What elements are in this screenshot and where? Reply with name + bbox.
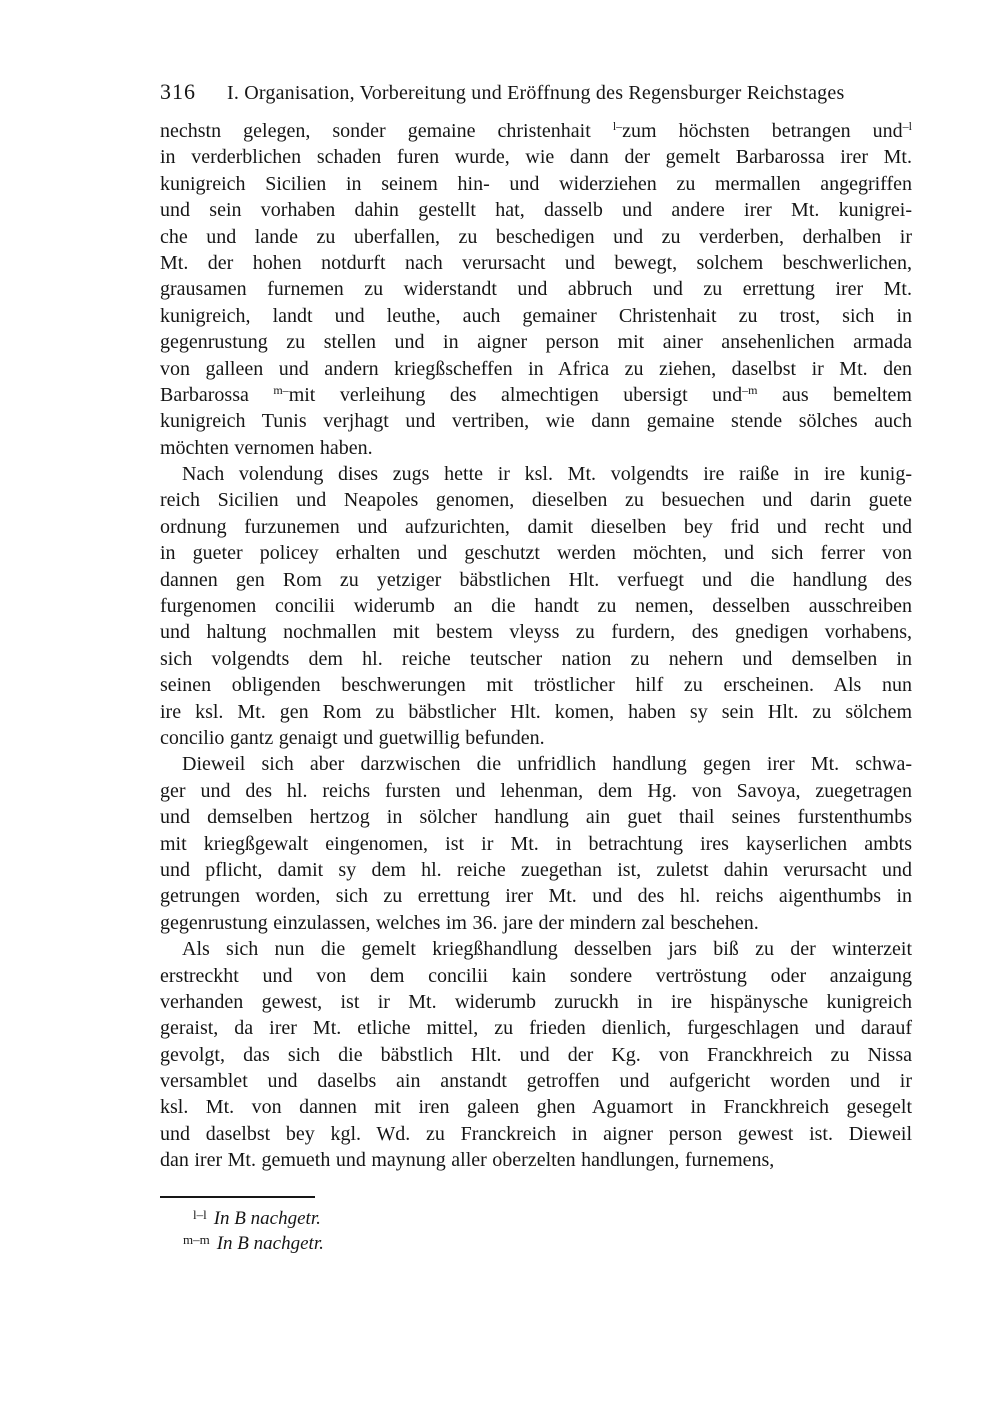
- text-line: erstreckht und von dem concilii kain sondere vertröstung oder anzaigung: [160, 964, 912, 987]
- text-line: Als sich nun die gemelt kriegßhandlung desselben jars biß zu der winterzeit: [182, 938, 912, 961]
- footnote-list: [160, 1206, 912, 1256]
- text-line: Barbarossa $^{m-}$mit verleihung des almechtigen ubersigt und$^{-m}$ aus bemeltem: [160, 382, 912, 406]
- text-line: geraist, da irer Mt. etliche mittel, zu frieden dienlich, furgeschlagen und darauf: [160, 1017, 912, 1040]
- text-line: von galleen und andern kriegßscheffen in Africa zu ziehen, daselbst ir Mt. den: [160, 357, 912, 380]
- text-line: ger und des hl. reichs fursten und lehenman, dem Hg. von Savoya, zuegetragen: [160, 779, 912, 802]
- text-line: getrungen worden, sich zu errettung irer Mt. und des hl. reichs aigenthumbs in: [160, 885, 912, 908]
- text-line: und sein vorhaben dahin gestellt hat, dasselb und andere irer Mt. kunigrei-: [160, 199, 912, 222]
- text-line: kunigreich, landt und leuthe, auch gemainer Christenhait zu trost, sich in: [160, 304, 912, 327]
- page-number: 316: [160, 79, 196, 104]
- text-line: Nach volendung dises zugs hette ir ksl. Mt. volgendts ire raiße in ire kunig-: [182, 463, 912, 486]
- text-line: nechstn gelegen, sonder gemaine christenhait $^{l-}$zum höchsten betrangen und$^{-l}$: [160, 119, 912, 142]
- text-line: und haltung nochmallen mit bestem vleyss zu furdern, des gnedigen vorhabens,: [160, 621, 912, 644]
- footnote-separator: [160, 1196, 315, 1198]
- footnote-marker: l–l: [193, 1207, 207, 1222]
- footnote-section: [160, 1196, 912, 1256]
- body-text: [160, 118, 912, 1174]
- text-line: concilio gantz genaigt und guetwillig befunden.: [160, 726, 545, 749]
- text-line: gegenrustung zu stellen und in aigner person mit ainer ansehenlichen armada: [160, 331, 912, 354]
- paragraph: [160, 461, 912, 751]
- text-line: dan irer Mt. gemueth und maynung aller oberzelten handlungen, furnemens,: [160, 1149, 775, 1172]
- annotation-marker: l–: [612, 119, 623, 133]
- text-line: reich Sicilien und Neapoles genomen, dieselben zu besuechen und darin guete: [160, 489, 912, 512]
- text-line: kunigreich Tunis verjhagt und vertriben, wie dann gemaine stende sölches auch: [160, 410, 912, 433]
- footnote-marker: m–m: [183, 1232, 210, 1247]
- text-line: in gueter policey erhalten und geschutzt werden möchten, und sich ferrer von: [160, 542, 912, 565]
- text-line: dannen gen Rom zu yetziger bäbstlichen Hlt. verfuegt und die handlung des: [160, 568, 912, 591]
- footnote: [160, 1231, 912, 1256]
- annotation-marker: m–: [273, 382, 289, 397]
- text-line: versamblet und daselbs ain anstandt getroffen und aufgericht worden und ir: [160, 1070, 912, 1093]
- text-line: grausamen furnemen zu widerstandt und abbruch und zu errettung irer Mt.: [160, 278, 912, 301]
- text-line: und daselbst bey kgl. Wd. zu Franckreich in aigner person gewest ist. Dieweil: [160, 1122, 912, 1145]
- text-line: verhanden gewest, ist ir Mt. widerumb zuruckh in ire hispänysche kunigreich: [160, 990, 912, 1013]
- annotation-marker: –l: [902, 119, 912, 133]
- text-line: mit kriegßgewalt eingenomen, ist ir Mt. in betrachtung ires kayserlichen ambts: [160, 832, 912, 855]
- text-line: gevolgt, das sich die bäbstlich Hlt. und der Kg. von Franckhreich zu Nissa: [160, 1043, 912, 1066]
- text-line: ire ksl. Mt. gen Rom zu bäbstlicher Hlt. komen, haben sy sein Hlt. zu sölchem: [160, 700, 912, 723]
- text-line: kunigreich Sicilien in seinem hin- und widerziehen zu mermallen angegriffen: [160, 172, 912, 195]
- text-line: sich volgendts dem hl. reiche teutscher nation zu nehern und demselben in: [160, 647, 912, 670]
- text-line: ordnung furzunemen und aufzurichten, damit dieselben bey frid und recht und: [160, 515, 912, 538]
- footnote-text: In B nachgetr.: [213, 1208, 321, 1229]
- text-line: Mt. der hohen notdurft nach verursacht und bewegt, solchem beschwerlichen,: [160, 251, 912, 274]
- text-line: in verderblichen schaden furen wurde, wie dann der gemelt Barbarossa irer Mt.: [160, 146, 912, 169]
- footnote: [160, 1206, 912, 1231]
- text-line: Dieweil sich aber darzwischen die unfridlich handlung gegen irer Mt. schwa-: [182, 753, 912, 776]
- paragraph: [160, 751, 912, 936]
- paragraph: [160, 118, 912, 461]
- text-line: möchten vernomen haben.: [160, 436, 373, 459]
- text-line: furgenomen concilii widerumb an die handt zu nemen, desselben ausschreiben: [160, 595, 912, 618]
- page-header: [160, 80, 912, 107]
- footnote-text: In B nachgetr.: [216, 1233, 324, 1254]
- text-line: und pflicht, damit sy dem hl. reiche zuegethan ist, zuletst dahin verursacht und: [160, 858, 912, 881]
- text-line: und demselben hertzog in sölcher handlung ain guet thail seines furstenthumbs: [160, 806, 912, 829]
- annotation-marker: –m: [742, 382, 758, 397]
- text-line: gegenrustung einzulassen, welches im 36. jare der mindern zal beschehen.: [160, 911, 759, 934]
- text-line: ksl. Mt. von dannen mit iren galeen ghen Aguamort in Franckhreich gesegelt: [160, 1096, 912, 1119]
- running-title: I. Organisation, Vorbereitung und Eröffnung des Regensburger Reichstages: [227, 82, 845, 104]
- paragraph: [160, 936, 912, 1174]
- text-line: seinen obligenden beschwerungen mit tröstlicher hilf zu erscheinen. Als nun: [160, 674, 912, 697]
- text-line: che und lande zu uberfallen, zu beschedigen und zu verderben, derhalben ir: [160, 225, 912, 248]
